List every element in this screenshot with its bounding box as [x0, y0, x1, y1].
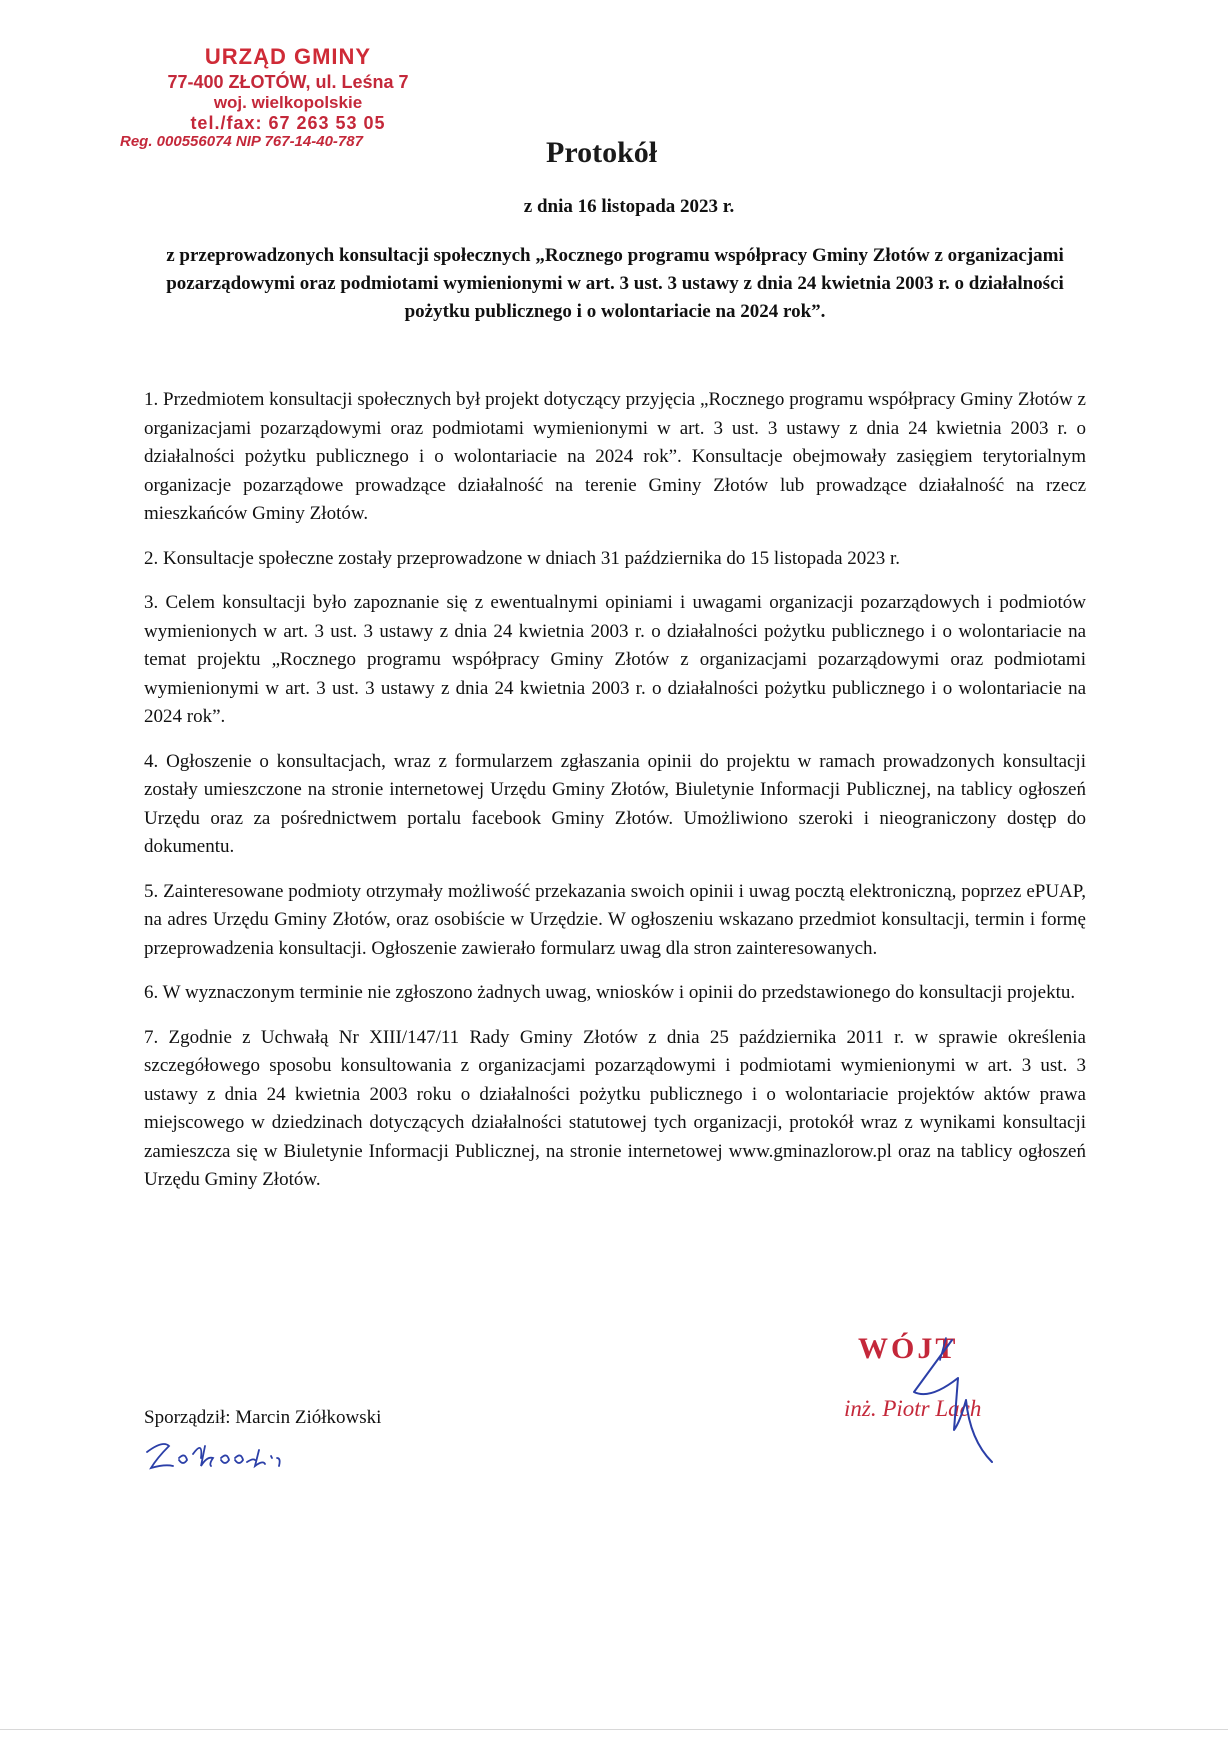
- document-body: [144, 386, 1086, 1211]
- stamp-address: 77-400 ZŁOTÓW, ul. Leśna 7: [167, 72, 409, 93]
- signature-preparer: [143, 1432, 293, 1480]
- prepared-by: Sporządził: Marcin Ziółkowski: [144, 1407, 382, 1428]
- wojt-stamp-name: inż. Piotr Lach: [844, 1396, 982, 1421]
- point-6: 6. W wyznaczonym terminie nie zgłoszono żadnych uwag, wniosków i opinii do przedstawionego do konsultacji projektu.: [144, 982, 1076, 1003]
- document-title: Protokół: [546, 136, 658, 169]
- document-subject: z przeprowadzonych konsultacji społecznych „Rocznego programu współpracy Gminy Złotów z organizacjami pozarządowymi oraz podmiotami wymienionymi w art. 3 ust. 3 ustawy z dnia 24 kwietnia 2003 r. o działalności pożytku publicznego i o wolontariacie na 2024 rok”.: [166, 245, 1064, 322]
- stamp-voivodeship: woj. wielkopolskie: [213, 92, 363, 112]
- stamp-registration: Reg. 000556074 NIP 767-14-40-787: [120, 133, 363, 151]
- document-date: z dnia 16 listopada 2023 r.: [523, 196, 735, 217]
- signature-wojt: [900, 1330, 1000, 1465]
- point-4: 4. Ogłoszenie o konsultacjach, wraz z formularzem zgłaszania opinii do projektu w ramach prowadzonych konsultacji zostały umieszczone na stronie internetowej Urzędu Gminy Złotów, Biuletynie Informacji Publicznej, na tablicy ogłoszeń Urzędu oraz za pośrednictwem portalu facebook Gminy Złotów. Umożliwiono szeroki i nieograniczony dostęp do dokumentu.: [144, 750, 1086, 857]
- wojt-stamp-title: WÓJT: [858, 1332, 959, 1365]
- office-stamp: [118, 44, 458, 150]
- point-1: 1. Przedmiotem konsultacji społecznych był projekt dotyczący przyjęcia „Rocznego programu współpracy Gminy Złotów z organizacjami pozarządowymi oraz podmiotami wymienionymi w art. 3 ust. 3 ustawy z dnia 24 kwietnia 2003 r. o działalności pożytku publicznego i o wolontariacie na 2024 rok”. Konsultacje obejmowały zasięgiem terytorialnym organizacje pozarządowe prowadzące działalność na terenie Gminy Złotów lub prowadzące działalność na rzecz mieszkańców Gminy Złotów.: [144, 389, 1086, 524]
- stamp-office-name: URZĄD GMINY: [204, 44, 372, 69]
- point-3: 3. Celem konsultacji było zapoznanie się z ewentualnymi opiniami i uwagami organizacji pozarządowych i podmiotów wymienionych w art. 3 ust. 3 ustawy z dnia 24 kwietnia 2003 r. o działalności pożytku publicznego i o wolontariacie na temat projektu „Rocznego programu współpracy Gminy Złotów z organizacjami pozarządowymi oraz podmiotami wymienionymi w art. 3 ust. 3 ustawy z dnia 24 kwietnia 2003 r. o działalności pożytku publicznego i o wolontariacie na 2024 rok”.: [144, 592, 1086, 727]
- point-5: 5. Zainteresowane podmioty otrzymały możliwość przekazania swoich opinii i uwag pocztą elektroniczną, poprzez ePUAP, na adres Urzędu Gminy Złotów, oraz osobiście w Urzędzie. W ogłoszeniu wskazano przedmiot konsultacji, termin i formę przeprowadzenia konsultacji. Ogłoszenie zawierało formularz uwag dla stron zainteresowanych.: [144, 880, 1086, 959]
- point-7: 7. Zgodnie z Uchwałą Nr XIII/147/11 Rady Gminy Złotów z dnia 25 października 2011 r. w sprawie określenia szczegółowego sposobu konsultowania z organizacjami pozarządowymi i podmiotami wymienionymi w art. 3 ust. 3 ustawy z dnia 24 kwietnia 2003 roku o działalności pożytku publicznego i o wolontariacie projektów aktów prawa miejscowego w dziedzinach dotyczących działalności statutowej tych organizacji, protokół wraz z wynikami konsultacji zamieszcza się w Biuletynie Informacji Publicznej, na stronie internetowej www.gminazlorow.pl oraz na tablicy ogłoszeń Urzędu Gminy Złotów.: [144, 1026, 1086, 1190]
- point-2: 2. Konsultacje społeczne zostały przeprowadzone w dniach 31 października do 15 listopada 2023 r.: [144, 547, 901, 569]
- scan-edge-divider: [0, 1729, 1228, 1730]
- stamp-phone: tel./fax: 67 263 53 05: [190, 112, 386, 133]
